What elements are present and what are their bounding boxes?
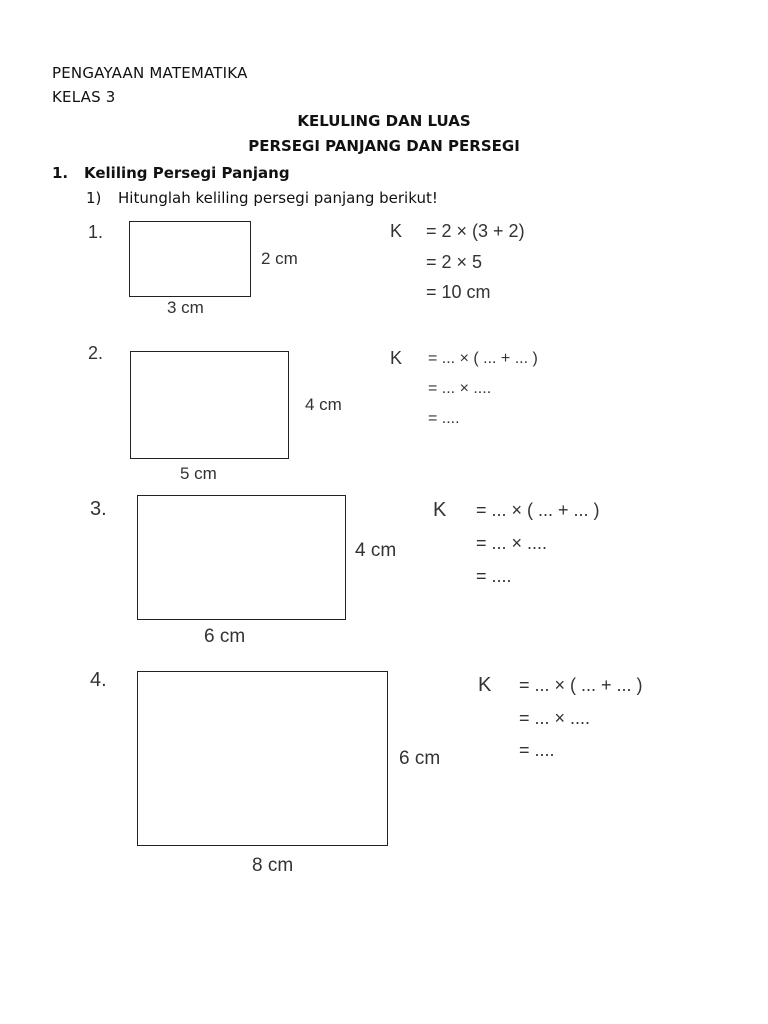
worksheet-title: KELULING DAN LUAS (297, 112, 471, 130)
section-heading (52, 164, 290, 182)
instruction-text: Hitunglah keliling persegi panjang berikut! (118, 189, 438, 207)
section-title: Keliling Persegi Panjang (84, 164, 290, 182)
work-line: = .... (519, 740, 555, 760)
work-line: = 2 × (3 + 2) (426, 221, 525, 241)
subject-label: PENGAYAAN MATEMATIKA (52, 64, 248, 82)
grade-label: KELAS 3 (52, 88, 116, 106)
k-label: K (390, 221, 403, 241)
work-line: = 2 × 5 (426, 252, 483, 272)
work-line: = 10 cm (426, 282, 491, 302)
work-line: = ... × .... (476, 533, 548, 553)
rectangle-shape (129, 221, 251, 297)
problem-number: 3. (90, 498, 107, 520)
k-label: K (478, 674, 492, 696)
work-line: = ... × .... (519, 708, 591, 728)
problem-number: 1. (88, 222, 104, 242)
rectangle-shape (137, 495, 346, 620)
height-label: 6 cm (399, 748, 441, 769)
k-label: K (390, 348, 403, 368)
work-line: = ... × ( ... + ... ) (476, 500, 600, 520)
height-label: 2 cm (261, 249, 298, 268)
work-line: = ... × ( ... + ... ) (519, 675, 643, 695)
section-number: 1. (52, 164, 69, 182)
width-label: 3 cm (167, 298, 204, 317)
worksheet-subtitle: PERSEGI PANJANG DAN PERSEGI (248, 137, 520, 155)
rectangle-shape (137, 671, 388, 846)
width-label: 8 cm (252, 855, 294, 876)
width-label: 6 cm (204, 626, 246, 647)
problem-number: 2. (88, 343, 104, 363)
work-line: = .... (476, 566, 512, 586)
instruction-number: 1) (86, 189, 102, 207)
work-line: = .... (428, 410, 460, 427)
work-line: = ... × .... (428, 380, 492, 397)
width-label: 5 cm (180, 464, 217, 483)
height-label: 4 cm (305, 395, 342, 414)
k-label: K (433, 499, 447, 521)
work-line: = ... × ( ... + ... ) (428, 350, 538, 367)
instruction (86, 189, 438, 207)
problem-number: 4. (90, 669, 107, 691)
rectangle-shape (130, 351, 289, 459)
height-label: 4 cm (355, 540, 397, 561)
